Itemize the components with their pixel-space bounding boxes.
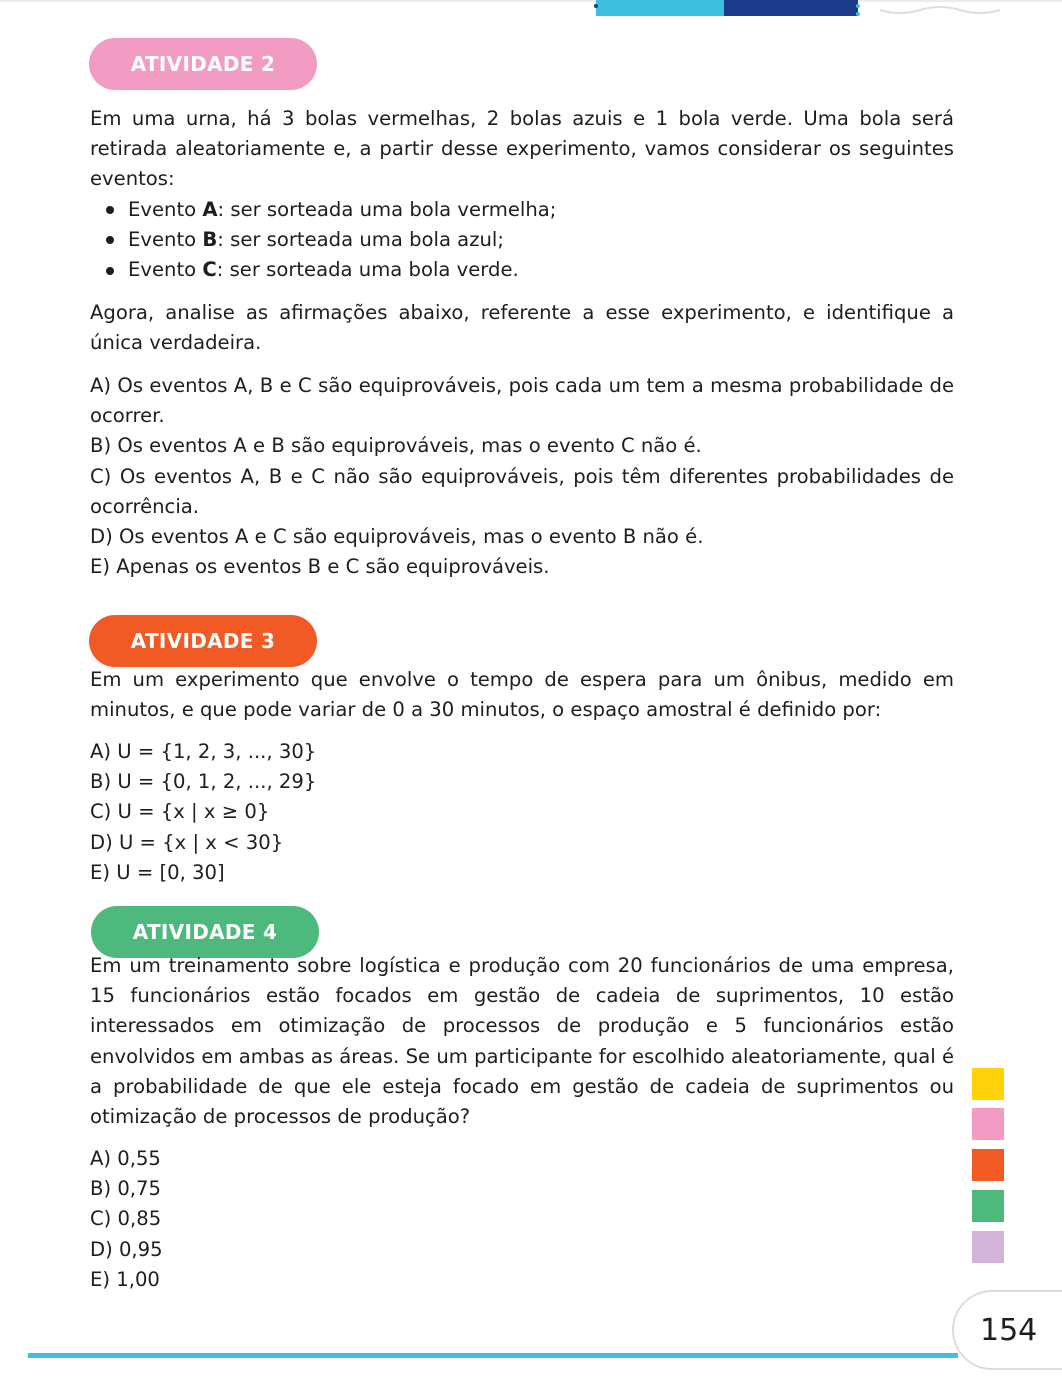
bullet-dot-icon (106, 236, 114, 244)
activity-3-title: ATIVIDADE 3 (130, 629, 276, 653)
activity-2-question: Agora, analise as afirmações abaixo, referente a esse experimento, e identifique a única verdadeira. (90, 301, 954, 355)
lilac-color-square (972, 1231, 1004, 1263)
event-b-text: : ser sorteada uma bola azul; (217, 228, 504, 252)
activity-3-option-c[interactable]: C) U = {x | x ≥ 0} (90, 800, 270, 824)
footer-line (28, 1353, 958, 1358)
activity-2-option-a[interactable]: A) Os eventos A, B e C são equiprováveis, pois cada um tem a mesma probabilidade de ocorrer. (90, 374, 954, 428)
event-c-text: : ser sorteada uma bola verde. (216, 258, 519, 282)
event-a-prefix: Evento (128, 198, 197, 221)
activity-3-badge (89, 615, 317, 667)
yellow-color-square (972, 1068, 1004, 1100)
activity-2-intro: Em uma urna, há 3 bolas vermelhas, 2 bolas azuis e 1 bola verde. Uma bola será retirada aleatoriamente e, a partir desse experimento, vamos considerar os seguintes eventos: (90, 107, 954, 191)
pink-color-square (972, 1108, 1004, 1140)
activity-2-options (90, 371, 954, 582)
activity-4-option-e[interactable]: E) 1,00 (90, 1267, 160, 1291)
event-c-prefix: Evento (128, 258, 197, 282)
activity-3-option-a[interactable]: A) U = {1, 2, 3, ..., 30} (90, 740, 317, 763)
activity-2-option-b[interactable]: B) Os eventos A e B são equiprováveis, mas o evento C não é. (90, 434, 702, 458)
event-a-label: A (202, 198, 218, 221)
activity-4-options (90, 1144, 954, 1295)
activity-4-option-d[interactable]: D) 0,95 (90, 1237, 163, 1261)
page-number-tab (952, 1290, 1062, 1370)
page-number: 154 (980, 1312, 1038, 1348)
activity-2-badge (89, 38, 317, 90)
bullet-dot-icon (106, 206, 114, 214)
activity-2-option-d[interactable]: D) Os eventos A e C são equiprováveis, mas o evento B não é. (90, 525, 704, 549)
event-c (106, 255, 946, 285)
event-b (106, 225, 946, 255)
activity-3-intro: Em um experimento que envolve o tempo de espera para um ônibus, medido em minutos, e que pode variar de 0 a 30 minutos, o espaço amostral é definido por: (90, 668, 954, 722)
activity-4-intro: Em um treinamento sobre logística e produção com 20 funcionários de uma empresa, 15 funcionários estão focados em gestão de cadeia de suprimentos, 10 estão interessados em otimização de processos de produção e 5 funcionários estão envolvidos em ambas as áreas. Se um participante for escolhido aleatoriamente, qual é a probabilidade de que ele esteja focado em gestão de cadeia de suprimentos ou otimização de processos de produção? (90, 954, 954, 1129)
activity-4-option-c[interactable]: C) 0,85 (90, 1207, 162, 1231)
activity-2-option-c[interactable]: C) Os eventos A, B e C não são equiprováveis, pois têm diferentes probabilidades de ocorrência. (90, 464, 954, 518)
event-b-label: B (202, 228, 218, 252)
activity-4-option-b[interactable]: B) 0,75 (90, 1177, 161, 1201)
event-b-prefix: Evento (128, 228, 197, 252)
activity-3-option-d[interactable]: D) U = {x | x < 30} (90, 830, 284, 854)
activity-3-options (90, 737, 954, 888)
activity-3-option-b[interactable]: B) U = {0, 1, 2, ..., 29} (90, 770, 317, 794)
event-a-text: : ser sorteada uma bola vermelha; (217, 198, 557, 221)
green-color-square (972, 1190, 1004, 1222)
activity-2-title: ATIVIDADE 2 (130, 52, 276, 76)
activity-3-option-e[interactable]: E) U = [0, 30] (90, 860, 225, 884)
header-decoration (0, 0, 1062, 20)
activity-2-option-e[interactable]: E) Apenas os eventos B e C são equiprováveis. (90, 555, 550, 579)
event-a (106, 195, 946, 225)
activity-2-event-list (106, 195, 946, 286)
activity-4-title: ATIVIDADE 4 (132, 920, 278, 944)
activity-4-option-a[interactable]: A) 0,55 (90, 1147, 161, 1170)
event-c-label: C (202, 258, 217, 282)
bullet-dot-icon (106, 267, 114, 275)
orange-color-square (972, 1149, 1004, 1181)
